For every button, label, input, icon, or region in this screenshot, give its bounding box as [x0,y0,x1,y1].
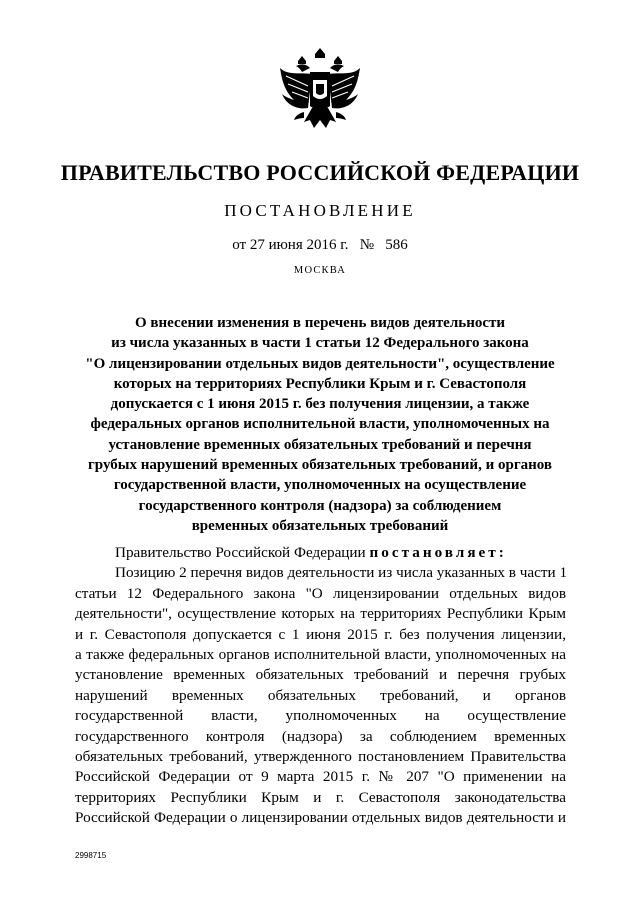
document-code: 2998715 [75,851,107,860]
document-date-line [0,237,640,254]
subject-line: "О лицензировании отдельных видов деятельности", осуществление [85,355,555,372]
subject-line: государственного контроля (надзора) за соблюдением [138,497,502,514]
document-number: 586 [385,237,408,253]
body-intro-line [75,543,566,563]
subject-line: установление временных обязательных требований и перечня [108,436,532,453]
subject-line: федеральных органов исполнительной власти, уполномоченных на [90,416,550,433]
body-line: Российской Федерации от 9 марта 2015 г. № 207 "О применении на [75,768,566,786]
document-body [75,543,566,829]
body-line: территориях Республики Крым и г. Севастополя законодательства [75,788,566,806]
coat-of-arms-icon [274,46,366,142]
subject-line: из числа указанных в части 1 статьи 12 Федерального закона [111,335,529,352]
document-date: от 27 июня 2016 г. [232,237,349,253]
body-intro-text: Правительство Российской Федерации [115,544,366,561]
city-name: МОСКВА [293,265,347,276]
subject-line: грубых нарушений временных обязательных требований, и органов [87,457,552,474]
body-intro-decree: постановляет: [369,544,507,561]
subject-line: допускается с 1 июня 2015 г. без получения лицензии, а также [110,396,530,413]
body-line: и г. Севастополя допускается с 1 июня 2015 г. без получения лицензии, [75,625,566,643]
subject-line: О внесении изменения в перечень видов деятельности [134,315,506,331]
body-line: государственного контроля (надзора) за соблюдением временных [75,727,566,745]
subject-line: которых на территориях Республики Крым и г. Севастополя [113,375,527,392]
body-line: статьи 12 Федерального закона "О лицензировании отдельных видов [75,584,566,602]
document-type: ПОСТАНОВЛЕНИЕ [224,201,416,220]
government-title: ПРАВИТЕЛЬСТВО РОССИЙСКОЙ ФЕДЕРАЦИИ [60,160,580,185]
body-line: Российской Федерации о лицензировании отдельных видов деятельности и [75,809,566,827]
number-sign: № [359,237,375,253]
subject-line: временных обязательных требований [191,517,449,534]
body-line: нарушений временных обязательных требований, и органов [75,686,566,704]
body-line: Позицию 2 перечня видов деятельности из числа указанных в части 1 [115,564,568,582]
body-line: обязательных требований, утвержденного постановлением Правительства [75,748,566,766]
body-line: установление временных обязательных требований и перечня грубых [75,666,566,684]
body-line: а также федеральных органов исполнительной власти, уполномоченных на [75,646,566,664]
body-line: деятельности", осуществление которых на территориях Республики Крым [75,605,566,623]
subject-line: государственной власти, уполномоченных на осуществление [113,477,527,494]
document-subject [60,313,580,536]
body-line: государственной власти, уполномоченных на осуществление [75,707,566,725]
